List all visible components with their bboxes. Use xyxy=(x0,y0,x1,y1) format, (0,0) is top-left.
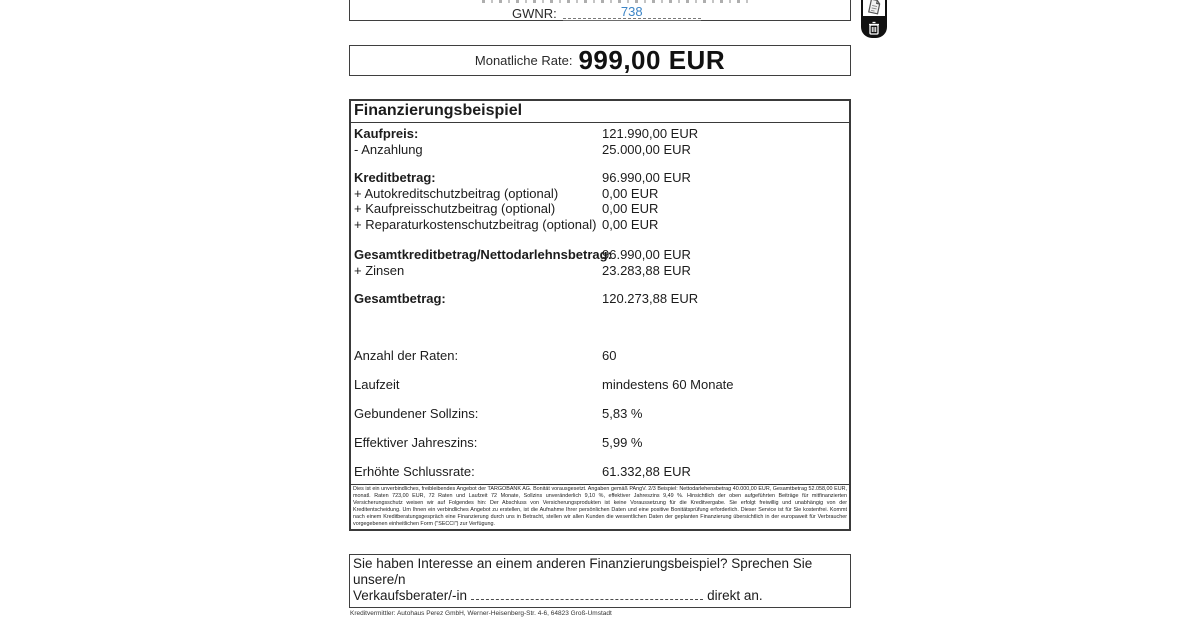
table-row: Anzahl der Raten: 60 xyxy=(354,347,617,363)
cutoff-previous-row xyxy=(482,0,752,3)
contact-box xyxy=(349,554,851,608)
legal-disclaimer: Dies ist ein unverbindliches, freibleibendes Angebot der TARGOBANK AG. Bonität vorausgesetzt. Angaben gemäß PAngV. 2/3 Beispiel: Nettodarlehensbetrag 40.000,00 EUR, Gesamtbetrag 52.058,00 EUR, monatl. Raten 723,00 EUR, 72 Raten und Laufzeit 72 Monate, Sollzins unveränderlich 9,10 %, effektiver Jahreszins 9,49 %. Hinsichtlich der oben aufgeführten Beiträge für mitfinanzierten Versicherungsschutz weisen wir auf Folgendes hin: Der Abschluss von Versicherungsprodukten ist keine Voraussetzung für die Kreditvergabe. Sie erfolgt freiwillig und unabhängig von der Kreditentscheidung. Um Ihnen ein verbindliches Angebot zu erstellen, ist die Aufnahme Ihrer persönlichen Daten und eine positive Bonitätsprüfung erforderlich. Dieser Service ist für Sie kostenfrei. Kommt nach einem Kreditberatungsgespräch eine Finanzierung durch uns in Betracht, stellen wir allen Kunden die wesentlichen Daten der geplanten Finanzierung übersichtlich in der europaweit für Verbraucher vorgegebenen einheitlichen Form ("SECCI") zur Verfügung. xyxy=(351,484,849,529)
delete-button[interactable] xyxy=(861,18,887,38)
table-row: Erhöhte Schlussrate: 61.332,88 EUR xyxy=(354,463,691,479)
trash-icon xyxy=(868,21,880,35)
monthly-rate-value: 999,00 EUR xyxy=(578,45,726,75)
table-row: Effektiver Jahreszins: 5,99 % xyxy=(354,434,643,450)
monthly-rate-box xyxy=(349,45,851,76)
table-row: Gebundener Sollzins: 5,83 % xyxy=(354,405,643,421)
monthly-rate-label: Monatliche Rate: xyxy=(474,53,573,68)
table-row: - Anzahlung 25.000,00 EUR xyxy=(354,141,691,157)
gwnr-field[interactable] xyxy=(563,4,701,21)
table-row: Gesamtbetrag: 120.273,88 EUR xyxy=(354,291,699,306)
financing-example-title: Finanzierungsbeispiel xyxy=(351,101,849,123)
financing-example-box xyxy=(349,99,851,531)
table-row: + Zinsen 23.283,88 EUR xyxy=(354,262,691,278)
table-row: + Autokreditschutzbeitrag (optional) 0,00 EUR xyxy=(354,185,659,201)
floating-toolbar xyxy=(861,0,887,38)
contact-line1: Sie haben Interesse an einem anderen Finanzierungsbeispiel? Sprechen Sie unsere/n xyxy=(353,556,813,588)
table-row: + Reparaturkostenschutzbeitrag (optional) 0,00 EUR xyxy=(354,216,659,232)
advisor-name-blank xyxy=(471,588,703,600)
table-row: Laufzeit mindestens 60 Monate xyxy=(354,376,734,392)
credit-broker-footer: Kreditvermittler: Autohaus Perez GmbH, Werner-Heisenberg-Str. 4-6, 64823 Groß-Umstadt xyxy=(350,610,612,617)
contact-line2-prefix: Verkaufsberater/-in xyxy=(353,588,468,604)
gwnr-label: GWNR: xyxy=(512,6,557,21)
document-icon xyxy=(868,0,881,14)
contact-line2-suffix: direkt an. xyxy=(707,588,763,604)
table-row: Gesamtkreditbetrag/Nettodarlehnsbetrag: 96.990,00 EUR xyxy=(354,247,691,262)
financing-table xyxy=(351,123,849,479)
gwnr-box xyxy=(349,0,851,21)
contact-line2 xyxy=(353,588,847,604)
document-button[interactable] xyxy=(861,0,887,18)
table-row: Kreditbetrag: 96.990,00 EUR xyxy=(354,170,691,185)
table-row: Kaufpreis: 121.990,00 EUR xyxy=(354,126,699,141)
gwnr-value: 738 xyxy=(620,4,643,19)
table-row: + Kaufpreisschutzbeitrag (optional) 0,00 EUR xyxy=(354,201,659,216)
